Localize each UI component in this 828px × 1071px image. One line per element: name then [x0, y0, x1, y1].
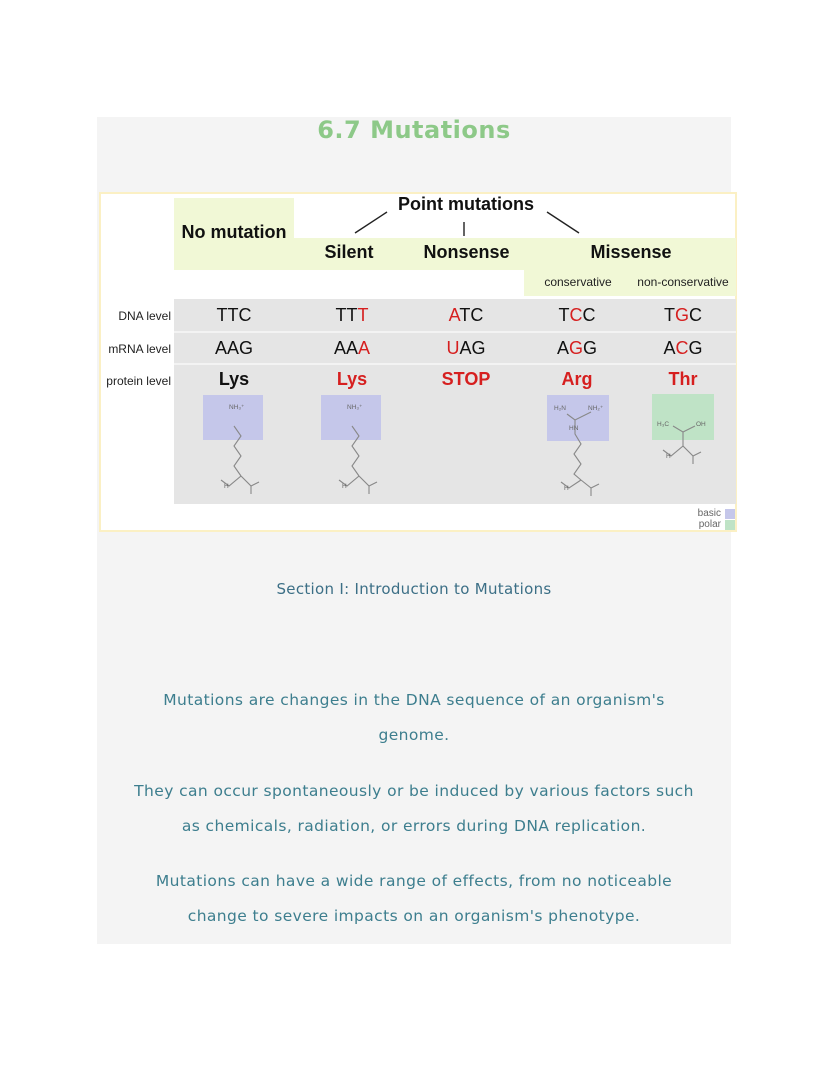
legend-basic-label: basic	[697, 508, 721, 519]
silent-heading: Silent	[324, 242, 374, 262]
conservative-label: conservative	[544, 275, 612, 289]
h-label: H	[666, 453, 671, 460]
page-title: 6.7 Mutations	[317, 116, 511, 144]
point-mutations-heading: Point mutations	[398, 194, 534, 214]
codon-mrna: UAG	[446, 338, 486, 358]
amino-acid: Thr	[668, 369, 698, 389]
codon-dna: TTC	[216, 305, 252, 325]
nh3-label: NH₃⁺	[229, 404, 245, 411]
amino-acid: Arg	[561, 369, 593, 389]
oh-label: OH	[696, 421, 706, 428]
h3c-label: H₃C	[657, 421, 670, 428]
codon-dna: ATC	[448, 305, 484, 325]
h-label: H	[564, 485, 569, 492]
arginine-structure	[561, 412, 599, 496]
section-heading: Section I: Introduction to Mutations	[276, 580, 552, 598]
amino-acid: Lys	[336, 369, 368, 389]
codon-mrna: AAG	[214, 338, 253, 358]
paragraph: Mutations can have a wide range of effects, from no noticeable change to severe impacts on an organism's phenotype.	[155, 872, 673, 925]
nh3-label: NH₃⁺	[347, 404, 363, 411]
legend-polar-swatch	[725, 520, 735, 530]
missense-heading: Missense	[590, 242, 672, 262]
non-conservative-label: non-conservative	[637, 275, 729, 289]
dna-level-label: DNA level	[118, 309, 171, 323]
legend-basic-swatch	[725, 509, 735, 519]
codon-mrna: AGG	[556, 338, 598, 358]
codon-mrna: ACG	[663, 338, 703, 358]
codon-mrna: AAA	[333, 338, 371, 358]
codon-dna: TGC	[663, 305, 702, 325]
no-mutation-heading: No mutation	[181, 222, 287, 242]
amino-acid: Lys	[218, 369, 250, 389]
protein-level-label: protein level	[106, 374, 171, 388]
paragraph: They can occur spontaneously or be induced by various factors such as chemicals, radiation, or errors during DNA replication.	[134, 782, 694, 835]
nonsense-heading: Nonsense	[423, 242, 510, 262]
h2n-label: H₂N	[554, 405, 566, 412]
mrna-level-label: mRNA level	[108, 342, 171, 356]
hn-label: HN	[569, 425, 579, 432]
nh2-label: NH₂⁺	[588, 405, 604, 412]
legend-polar-label: polar	[698, 519, 721, 530]
mutation-types-figure	[99, 192, 737, 532]
paragraph: Mutations are changes in the DNA sequence of an organism's genome.	[163, 691, 665, 744]
h-label: H	[224, 483, 229, 490]
amino-acid: STOP	[441, 369, 491, 389]
h-label: H	[342, 483, 347, 490]
amino-acid-structures	[101, 194, 737, 530]
codon-dna: TTT	[335, 305, 369, 325]
codon-dna: TCC	[558, 305, 596, 325]
